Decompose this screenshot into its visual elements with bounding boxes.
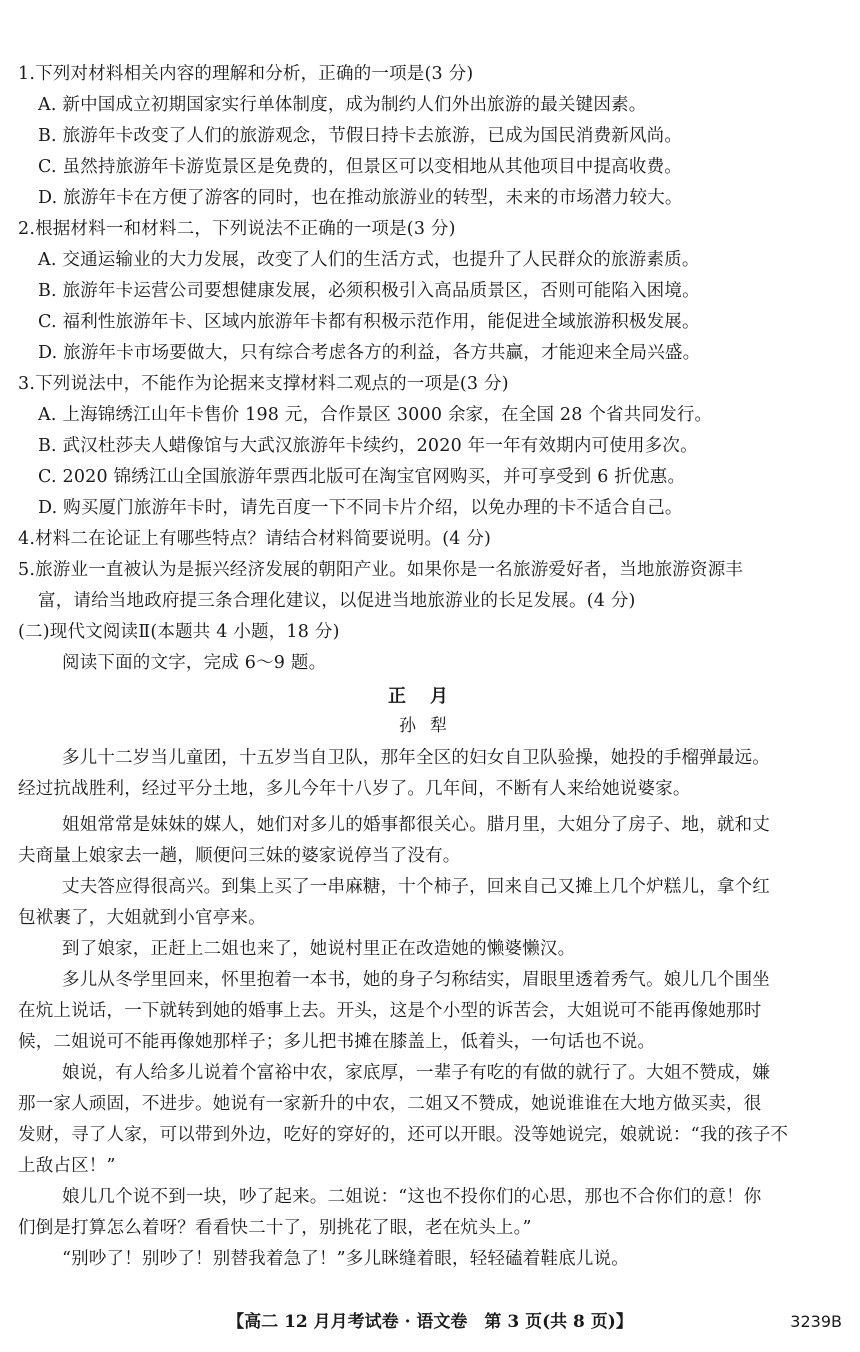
footer-label: 【高二 12 月月考试卷 · 语文卷 第 3 页(共 8 页)】 xyxy=(227,1312,633,1332)
story-line: 在炕上说话，一下就转到她的婚事上去。开头，这是个小型的诉苦会，大姐说可不能再像她那时 xyxy=(18,1001,762,1021)
story-line: 们倒是打算怎么着呀？看看快二十了，别挑花了眼，老在炕头上。” xyxy=(18,1218,532,1238)
footer-code: 3239B xyxy=(790,1312,842,1331)
section-heading: (二)现代文阅读Ⅱ(本题共 4 小题，18 分) xyxy=(18,622,340,642)
story-line: 娘说，有人给多儿说着个富裕中农，家底厚，一辈子有吃的有做的就行了。大姐不赞成，嫌 xyxy=(62,1063,770,1083)
story-line: 发财，寻了人家，可以带到外边，吃好的穿好的，还可以开眼。没等她说完，娘就说：“我的孩子不 xyxy=(18,1125,789,1145)
section-instruction: 阅读下面的文字，完成 6～9 题。 xyxy=(62,653,327,673)
story-title: 正月 xyxy=(388,686,472,707)
question-1-option-b: B. 旅游年卡改变了人们的旅游观念，节假日持卡去旅游，已成为国民消费新风尚。 xyxy=(38,126,683,146)
story-line: 那一家人顽固，不进步。她说有一家新升的中农，二姐又不赞成，她说谁谁在大地方做买卖，很 xyxy=(18,1094,762,1114)
question-5-line-1: 5.旅游业一直被认为是振兴经济发展的朝阳产业。如果你是一名旅游爱好者，当地旅游资源丰 xyxy=(18,560,744,580)
story-line: 姐姐常常是妹妹的媒人，她们对多儿的婚事都很关心。腊月里，大姐分了房子、地，就和丈 xyxy=(62,815,770,835)
story-line: “别吵了！别吵了！别替我着急了！”多儿眯缝着眼，轻轻磕着鞋底儿说。 xyxy=(62,1249,629,1269)
story-line: 候，二姐说可不能再像她那样子；多儿把书摊在膝盖上，低着头，一句话也不说。 xyxy=(18,1032,656,1052)
story-line: 到了娘家，正赶上二姐也来了，她说村里正在改造她的懒婆懒汉。 xyxy=(62,939,576,959)
question-3-option-d: D. 购买厦门旅游年卡时，请先百度一下不同卡片介绍，以免办理的卡不适合自己。 xyxy=(38,498,683,518)
story-line: 丈夫答应得很高兴。到集上买了一串麻糖，十个柿子，回来自己又摊上几个炉糕儿，拿个红 xyxy=(62,877,770,897)
story-line: 娘儿几个说不到一块，吵了起来。二姐说：“这也不投你们的心思，那也不合你们的意！你 xyxy=(62,1187,762,1207)
question-2-option-c: C. 福利性旅游年卡、区域内旅游年卡都有积极示范作用，能促进全域旅游积极发展。 xyxy=(38,312,700,332)
question-2-option-d: D. 旅游年卡市场要做大，只有综合考虑各方的利益，各方共赢，才能迎来全局兴盛。 xyxy=(38,343,701,363)
question-2-stem: 2.根据材料一和材料二，下列说法不正确的一项是(3 分) xyxy=(18,219,456,239)
question-3-stem: 3.下列说法中，不能作为论据来支撑材料二观点的一项是(3 分) xyxy=(18,374,509,394)
question-2-option-a: A. 交通运输业的大力发展，改变了人们的生活方式，也提升了人民群众的旅游素质。 xyxy=(38,250,700,270)
question-5-line-2: 富，请给当地政府提三条合理化建议，以促进当地旅游业的长足发展。(4 分) xyxy=(38,591,636,611)
story-line: 夫商量上娘家去一趟，顺便问三妹的婆家说停当了没有。 xyxy=(18,846,461,866)
question-2-option-b: B. 旅游年卡运营公司要想健康发展，必须积极引入高品质景区，否则可能陷入困境。 xyxy=(38,281,700,301)
question-1-option-c: C. 虽然持旅游年卡游览景区是免费的，但景区可以变相地从其他项目中提高收费。 xyxy=(38,157,682,177)
story-line: 上敌占区！” xyxy=(18,1156,116,1176)
question-1-option-d: D. 旅游年卡在方便了游客的同时，也在推动旅游业的转型，未来的市场潜力较大。 xyxy=(38,188,683,208)
question-4: 4.材料二在论证上有哪些特点？请结合材料简要说明。(4 分) xyxy=(18,529,492,549)
question-3-option-a: A. 上海锦绣江山年卡售价 198 元，合作景区 3000 余家，在全国 28 个省共同发行。 xyxy=(38,405,713,425)
question-1-option-a: A. 新中国成立初期国家实行单体制度，成为制约人们外出旅游的最关键因素。 xyxy=(38,95,647,115)
question-3-option-c: C. 2020 锦绣江山全国旅游年票西北版可在淘宝官网购买，并可享受到 6 折优惠。 xyxy=(38,467,686,487)
question-3-option-b: B. 武汉杜莎夫人蜡像馆与大武汉旅游年卡续约，2020 年一年有效期内可使用多次。 xyxy=(38,436,698,456)
question-1-stem: 1.下列对材料相关内容的理解和分析，正确的一项是(3 分) xyxy=(18,64,474,84)
story-line: 多儿十二岁当儿童团，十五岁当自卫队，那年全区的妇女自卫队验操，她投的手榴弹最远。 xyxy=(62,748,770,768)
story-line: 包袱裹了，大姐就到小官亭来。 xyxy=(18,908,266,928)
story-line: 多儿从冬学里回来，怀里抱着一本书，她的身子匀称结实，眉眼里透着秀气。娘儿几个围坐 xyxy=(62,970,770,990)
story-author: 孙犁 xyxy=(399,716,461,736)
story-line: 经过抗战胜利，经过平分土地，多儿今年十八岁了。几年间，不断有人来给她说婆家。 xyxy=(18,779,691,799)
